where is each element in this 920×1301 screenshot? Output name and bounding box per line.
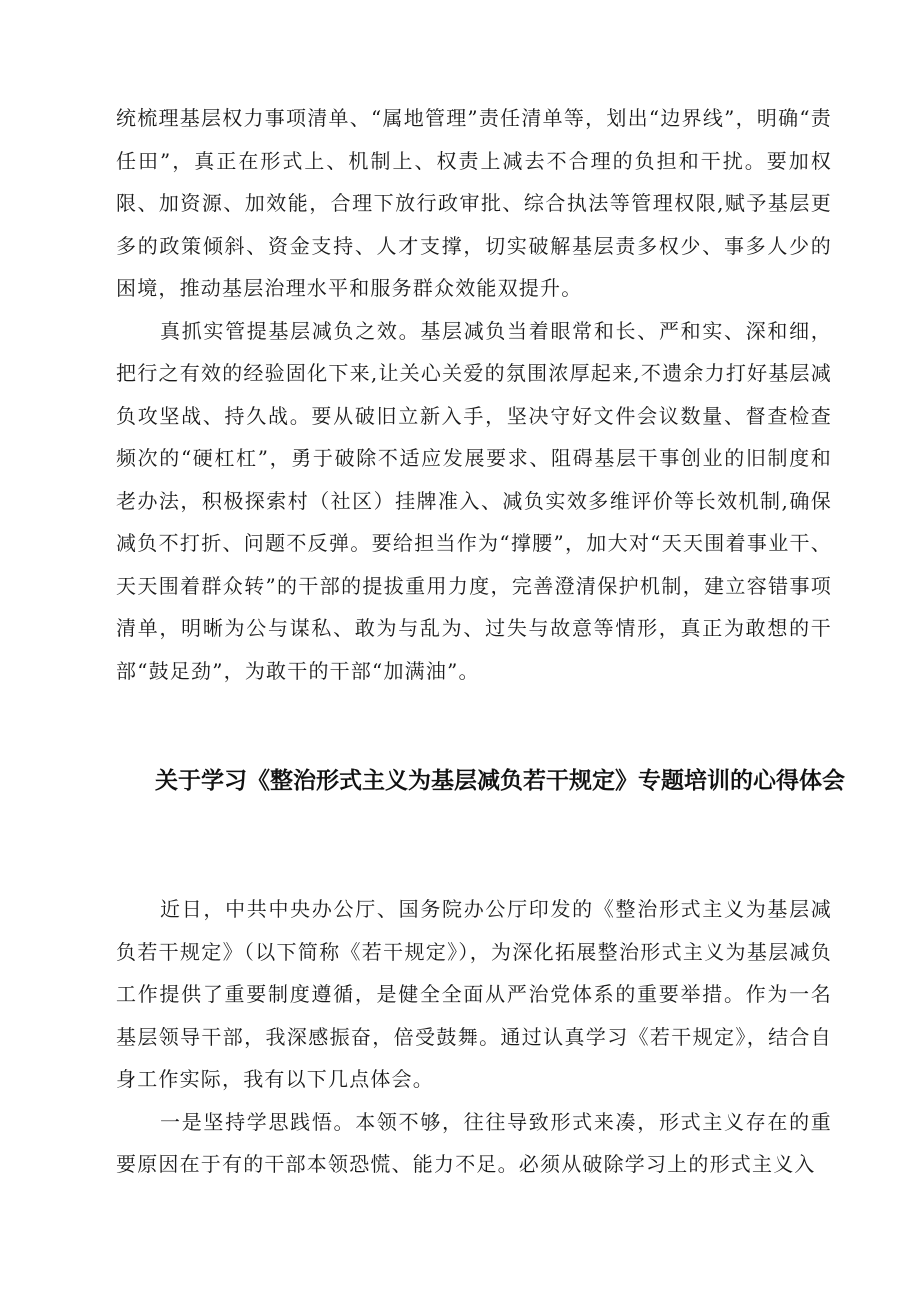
article-body bbox=[116, 888, 832, 1186]
paragraph-burden-reduction: 真抓实管提基层减负之效。基层减负当着眼常和长、严和实、深和细，把行之有效的经验固化下来,让关心关爱的氛围浓厚起来,不遗余力打好基层减负攻坚战、持久战。要从破旧立新入手，坚决守好文件会议数量、督查检查频次的“硬杠杠”，勇于破除不适应发展要求、阻碍基层干事创业的旧制度和老办法，积极探索村（社区）挂牌准入、减负实效多维评价等长效机制,确保减负不打折、问题不反弹。要给担当作为“撑腰”，加大对“天天围着事业干、天天围着群众转”的干部的提拔重用力度，完善澄清保护机制，建立容错事项清单，明晰为公与谋私、敢为与乱为、过失与故意等情形，真正为敢想的干部“鼓足劲”，为敢干的干部“加满油”。 bbox=[116, 318, 832, 683]
paragraph-intro: 近日，中共中央办公厅、国务院办公厅印发的《整治形式主义为基层减负若干规定》（以下简称《若干规定》），为深化拓展整治形式主义为基层减负工作提供了重要制度遵循，是健全全面从严治党体系的重要举措。作为一名基层领导干部，我深感振奋，倍受鼓舞。通过认真学习《若干规定》，结合自身工作实际，我有以下几点体会。 bbox=[116, 897, 832, 1091]
section-continued-text bbox=[116, 97, 832, 692]
paragraph-point-one: 一是坚持学思践悟。本领不够，往往导致形式来凑，形式主义存在的重要原因在于有的干部本领恐慌、能力不足。必须从破除学习上的形式主义入 bbox=[116, 1109, 832, 1176]
article-title: 关于学习《整治形式主义为基层减负若干规定》专题培训的心得体会 bbox=[155, 768, 845, 794]
paragraph-continued: 统梳理基层权力事项清单、“属地管理”责任清单等，划出“边界线”，明确“责任田”，真正在形式上、机制上、权责上减去不合理的负担和干扰。要加权限、加资源、加效能，合理下放行政审批、综合执法等管理权限,赋予基层更多的政策倾斜、资金支持、人才支撑，切实破解基层责多权少、事多人少的困境，推动基层治理水平和服务群众效能双提升。 bbox=[116, 106, 832, 300]
